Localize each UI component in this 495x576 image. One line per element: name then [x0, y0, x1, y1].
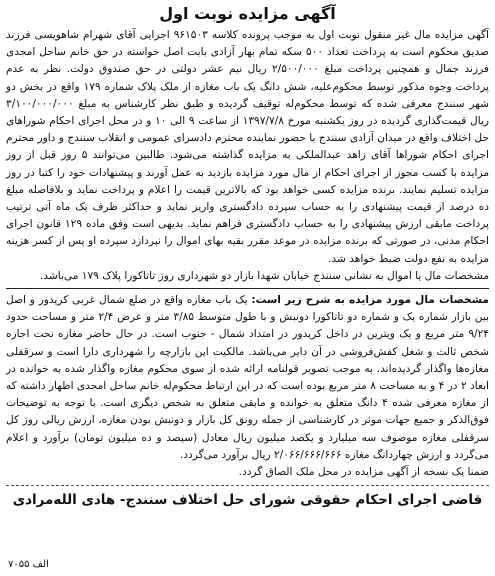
judge-signature: قاضی اجرای احکام حقوقی شورای حل اختلاف سنندج- هادی الله‌مرادی [12, 492, 483, 509]
notice-title: آگهی مزایده نوبت اول [159, 4, 336, 23]
notice-code: الف ۷۰۵۵ [8, 559, 49, 570]
notice-body-paragraph: آگهی مزایده مال غیر منقول نوبت اول به موجب پرونده کلاسه ۹۶۱۵۰۳ اجرایی آقای شهرام شاهویسی فرزند صدیق محکوم است به پرداخت تعداد ۵۰۰ سکه تمام بهار آزادی بابت اصل خواسته در حق خانم ساحل امجدی فرزند جمال و همچنین پرداخت مبلغ ۲/۵۰۰/۰۰۰ ریال نیم عشر دولتی در حق صندوق دولت. نظر به عدم پرداخت وجوه مذکور توسط محکوم‌علیه، شش دانگ یک باب مغازه از ملک پلاک شماره ۱۷۹ واقع در بخش دو شهر سنندج معرفی شده که توسط محکوم‌له توقیف گردیده و طبق نظر کارشناس به مبلغ ۳/۱۰۰/۰۰۰/۰۰۰ ریال قیمت‌گذاری گردیده در روز یکشنبه مورخ ۱۳۹۷/۷/۸ از ساعت ۹ الی ۱۰ و در محل اجرای احکام شوراهای حل اختلاف واقع در میدان آزادی سنندج با حضور نماینده محترم دادسرای عمومی و انقلاب سنندج و داور محترم اجرای احکام شوراها آقای زاهد عبدالملکی به مزایده گذاشته می‌شود. طالبین می‌توانند ۵ روز قبل از روز مزایده با کسب مجوز از اجرای احکام از مال مورد مزایده بازدید به عمل آورند و پیشنهادات خود را کتبا در روز مزایده تسلیم نمایند. برنده مزایده کسی خواهد بود که بالاترین قیمت را اعلام و پرداخت نماید و بلافاصله مبلغ ده درصد از قیمت پیشنهادی را به حساب سپرده دادگستری واریز نماید و حداکثر ظرف یک ماه آتی ترتیب پرداخت مابقی ارزش پیشنهادی را به حساب دادگستری فراهم نماید. بدیهی است وفق ماده ۱۲۹ قانون اجرای احکام مدنی، در صورتی که برنده مزایده در موعد مقرر بقیه بهای اموال را نپردازد سپرده او پس از کسر هزینه مزایده به نفع دولت ضبط خواهد شد. [6, 29, 490, 265]
signature-divider [6, 485, 489, 486]
property-address-line: مشخصات مال یا اموال به نشانی سنندج خیابان شهدا بازار دو شهرداری روز تاتاکورا پلاک ۱۷۹ می‌باشد. [39, 269, 489, 282]
spec-text: یک باب مغازه واقع در ضلع شمال غربی کریدور و اصل بین بازار شماره یک و شماره دو تاتاکورا دونبش و با طول متوسط ۳/۸۵ متر و عرض ۲/۴ متر و مساحت حدود ۹/۲۴ متر مربع و یک ویترین در داخل کریدور در امتداد شمال - جنوب است. در حال حاضر مغازه تحت اجاره شخص ثالث و شغل کفش‌فروشی در آن دایر می‌باشد. مالکیت این بازارچه را شهرداری دارا است و سرقفلی مغازه‌ها واگذار گردیده‌اند. به موجب تصویر قولنامه ارائه شده از سوی محکوم مغازه واگذار شده به خوانده در ابعاد ۲ در ۴ و به مساحت ۸ متر مربع بوده است که در این ارتباط محکوم‌له خانم ساحل امجدی اظهار داشته که از مغازه معرفی شده ۴ دانگ متعلق به خوانده و مابقی متعلق به شخص دیگری است. با توجه به توضیحات فوق‌الذکر و جمیع جهات موثر در کارشناسی از جمله رونق کل بازار و دونبش بودن مغازه، ارزش ریالی روز کل سرقفلی مغازه موصوف سه میلیارد و یکصد میلیون ریال معادل (سیصد و ده میلیون تومان) برآورد و اعلام می‌گردد و ارزش چهاردانگ مغازه ۲/۰۶۶/۶۶۶/۶۶۶ ریال برآورد می‌گردد. [6, 294, 489, 461]
property-specification [6, 292, 489, 464]
spec-heading: مشخصات مال مورد مزایده به شرح زیر است: [251, 294, 489, 307]
posting-instruction: ضمنا یک نسخه از آگهی مزایده در محل ملک الصاق گردد. [238, 466, 489, 479]
section-divider [6, 288, 489, 289]
